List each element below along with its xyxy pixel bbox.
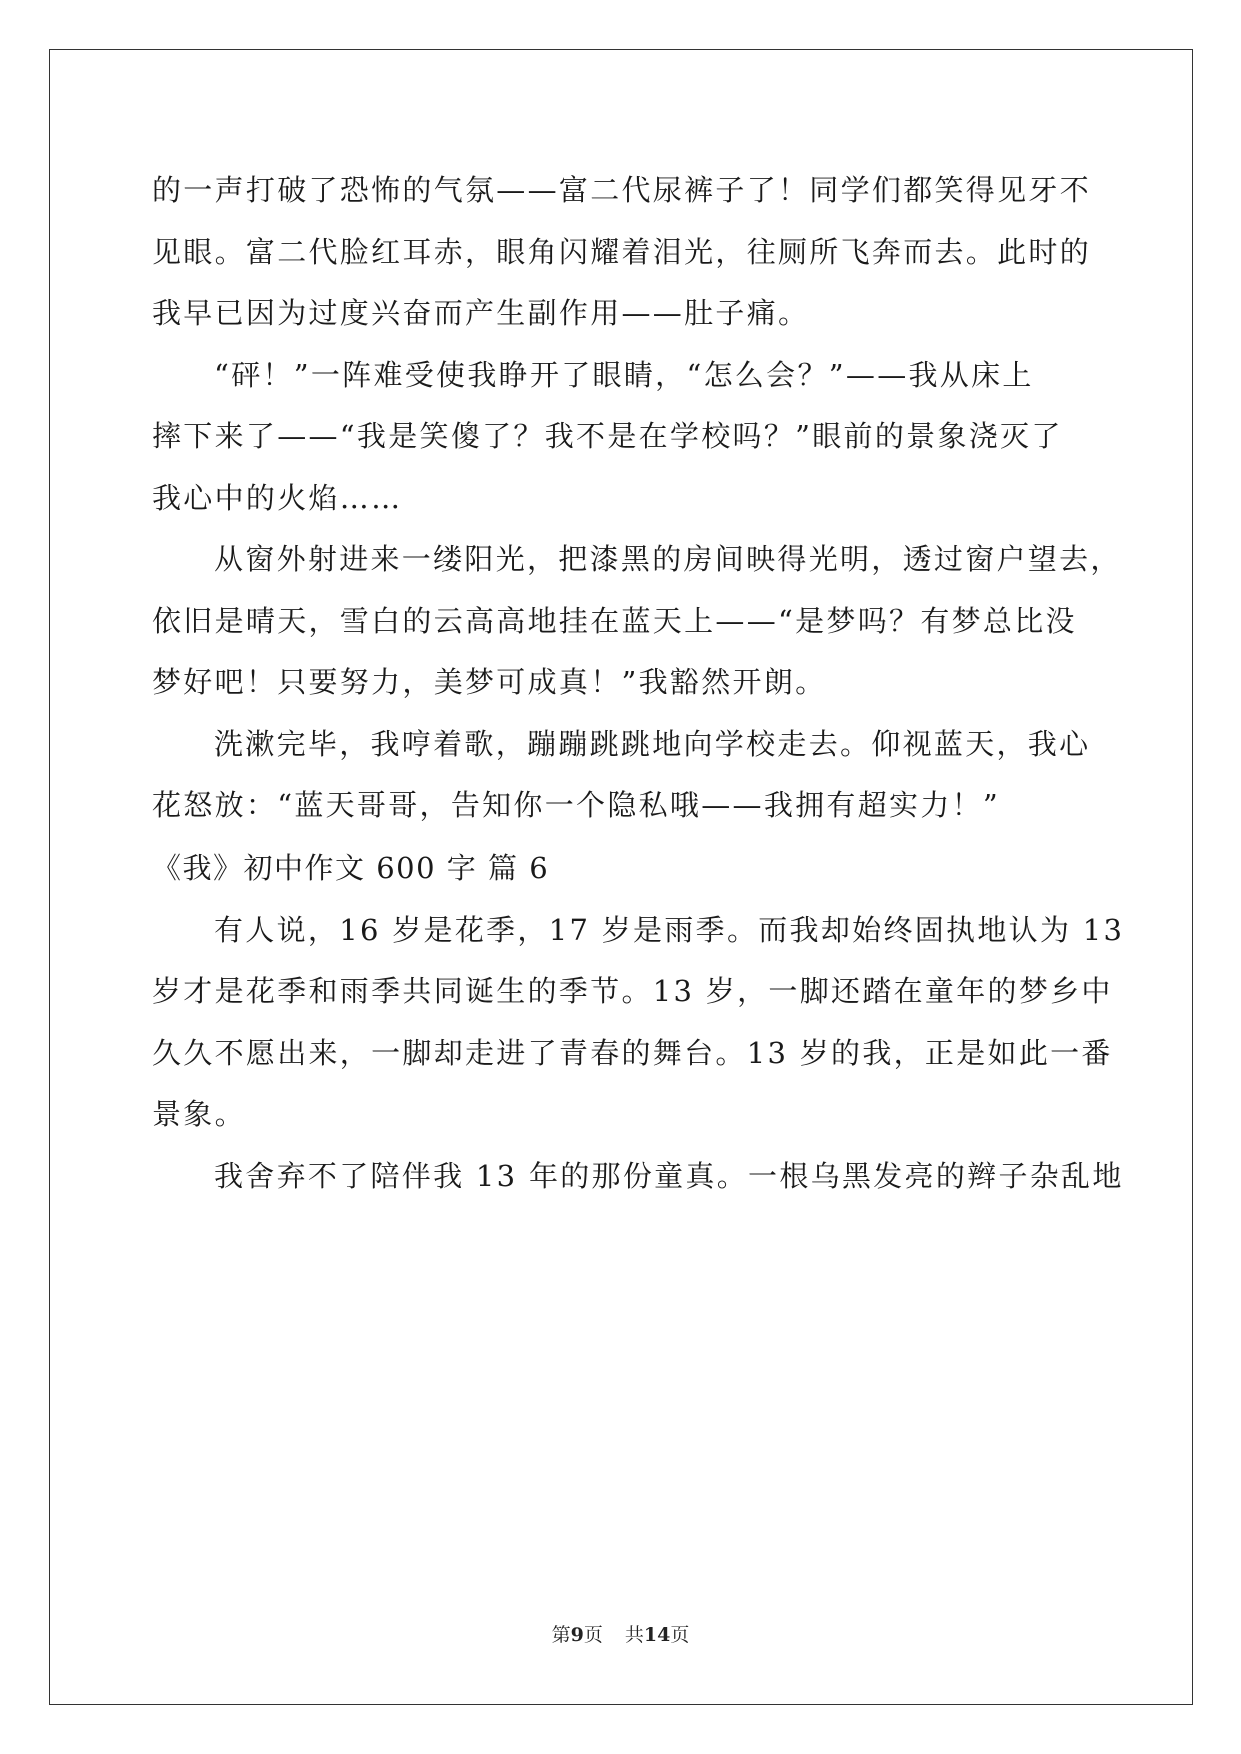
text-line: 依旧是晴天，雪白的云高高地挂在蓝天上——“是梦吗？有梦总比没: [152, 603, 1077, 638]
total-pages-number: 14: [643, 1624, 671, 1646]
text-line: 景象。: [152, 1097, 246, 1131]
text-line: 见眼。富二代脸红耳赤，眼角闪耀着泪光，往厕所飞奔而去。此时的: [152, 234, 1092, 269]
text-line: 久久不愿出来，一脚却走进了青春的舞台。13 岁的我，正是如此一番: [152, 1035, 1113, 1070]
section-heading: 《我》初中作文 600 字 篇 6: [152, 850, 550, 885]
paragraph: [152, 900, 1125, 1146]
page-footer: [0, 1620, 1241, 1647]
text-line: 有人说，16 岁是花季，17 岁是雨季。而我却始终固执地认为 13: [214, 912, 1125, 947]
paragraph: [152, 345, 1092, 530]
text-line: 花怒放：“蓝天哥哥，告知你一个隐私哦——我拥有超实力！”: [152, 788, 1001, 822]
footer-page-word: 页: [583, 1624, 603, 1646]
text-line: 从窗外射进来一缕阳光，把漆黑的房间映得光明，透过窗户望去，: [214, 542, 1122, 576]
text-line: 的一声打破了恐怖的气氛——富二代尿裤子了！同学们都笑得见牙不: [152, 173, 1092, 207]
footer-total-suffix: 页: [670, 1624, 690, 1646]
text-line: 洗漱完毕，我哼着歌，蹦蹦跳跳地向学校走去。仰视蓝天，我心: [214, 726, 1091, 761]
paragraph: [152, 160, 1092, 345]
current-page-number: 9: [570, 1624, 584, 1646]
text-line: 我早已因为过度兴奋而产生副作用——肚子痛。: [152, 296, 810, 330]
text-line: 摔下来了——“我是笑傻了？我不是在学校吗？”眼前的景象浇灭了: [152, 419, 1063, 453]
text-line: 岁才是花季和雨季共同诞生的季节。13 岁，一脚还踏在童年的梦乡中: [152, 974, 1113, 1008]
text-line: 我心中的火焰……: [152, 480, 403, 515]
footer-total-prefix: 共: [624, 1624, 644, 1646]
paragraph: [152, 1146, 1124, 1208]
text-line: 我舍弃不了陪伴我 13 年的那份童真。一根乌黑发亮的辫子杂乱地: [214, 1158, 1124, 1193]
text-line: 梦好吧！只要努力，美梦可成真！”我豁然开朗。: [152, 665, 827, 699]
footer-prefix: 第: [551, 1624, 571, 1646]
text-line: “砰！”一阵难受使我睁开了眼睛，“怎么会？”——我从床上: [214, 357, 1034, 392]
paragraph: [152, 714, 1092, 837]
document-body: [152, 160, 1125, 1207]
paragraph: [152, 529, 1122, 714]
